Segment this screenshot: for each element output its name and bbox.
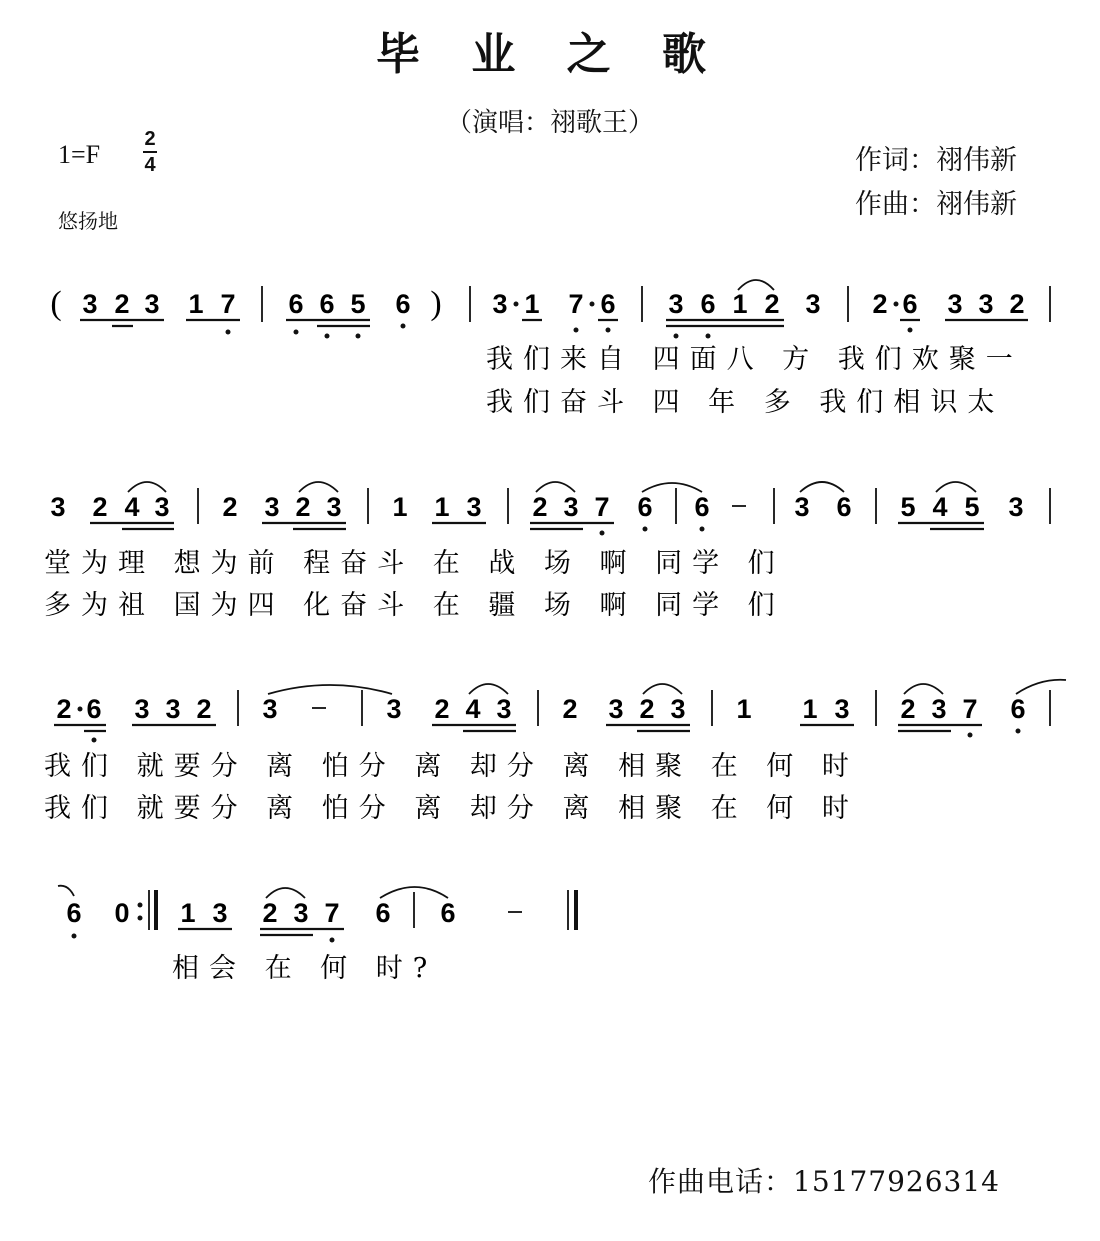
tempo-marking: 悠扬地 — [58, 209, 118, 233]
singer-credit: （演唱：祤歌王） — [445, 108, 654, 138]
note: 2 — [532, 492, 548, 522]
note: 6 — [375, 898, 391, 928]
low-octave-dot — [643, 527, 648, 532]
song-title: 毕 业 之 歌 — [376, 29, 724, 80]
lyrics-verse-2: 我们 就要分 离 怕分 离 却分 离 相聚 在 何 时 — [44, 793, 859, 824]
note: 3 — [144, 289, 160, 319]
slur — [643, 684, 682, 694]
note: 4 — [932, 492, 948, 522]
low-octave-dot — [294, 330, 299, 335]
slur — [128, 482, 166, 492]
low-octave-dot — [706, 334, 711, 339]
note: 3 — [1008, 492, 1024, 522]
note: 2 — [764, 289, 780, 319]
note: 1 — [732, 289, 748, 319]
low-octave-dot — [574, 328, 579, 333]
notation-line-4 — [58, 886, 576, 984]
low-octave-dot — [674, 334, 679, 339]
note: 2 — [639, 694, 655, 724]
repeat-dot — [138, 903, 143, 908]
note: 1 — [736, 694, 752, 724]
low-octave-dot — [606, 328, 611, 333]
note: 3 — [492, 289, 508, 319]
dot — [590, 302, 595, 307]
note: 3 — [466, 492, 482, 522]
note: 6 — [694, 492, 710, 522]
dot — [78, 707, 83, 712]
note: 1 — [392, 492, 408, 522]
note: 2 — [1009, 289, 1025, 319]
notation-line-1 — [50, 280, 1050, 418]
time-signature-bottom: 4 — [144, 154, 156, 176]
note: 5 — [350, 289, 366, 319]
lyricist-credit: 作词：祤伟新 — [855, 145, 1017, 176]
note: 2 — [434, 694, 450, 724]
low-octave-dot — [700, 527, 705, 532]
note: 6 — [395, 289, 411, 319]
note: 7 — [962, 694, 978, 724]
notation-line-2 — [44, 482, 1050, 621]
slur — [469, 684, 508, 694]
lyrics-verse-1: 我们 就要分 离 怕分 离 却分 离 相聚 在 何 时 — [44, 751, 859, 782]
note: 7 — [220, 289, 236, 319]
key-signature: 1=F — [58, 140, 101, 169]
lyrics-verse-1: 相会 在 何 时? — [172, 953, 438, 984]
slur — [904, 684, 943, 694]
low-octave-dot — [356, 334, 361, 339]
note: 6 — [1010, 694, 1026, 724]
note: 4 — [465, 694, 481, 724]
note: 3 — [134, 694, 150, 724]
low-octave-dot — [908, 328, 913, 333]
note: 1 — [188, 289, 204, 319]
note: 4 — [124, 492, 140, 522]
note: 1 — [524, 289, 540, 319]
note: 3 — [293, 898, 309, 928]
note: 6 — [700, 289, 716, 319]
note: 2 — [262, 898, 278, 928]
low-octave-dot — [72, 934, 77, 939]
note: 3 — [50, 492, 66, 522]
note: 3 — [386, 694, 402, 724]
note: 3 — [608, 694, 624, 724]
note: 1 — [802, 694, 818, 724]
note: 6 — [600, 289, 616, 319]
note: 6 — [637, 492, 653, 522]
note: 1 — [434, 492, 450, 522]
composer-phone: 作曲电话：15177926314 — [648, 1165, 1000, 1198]
lyrics-verse-2: 多为祖 国为四 化奋斗 在 疆 场 啊 同学 们 — [44, 590, 785, 621]
tie — [1016, 680, 1066, 694]
note: 3 — [947, 289, 963, 319]
tie — [58, 886, 74, 896]
lyrics-verse-1: 堂为理 想为前 程奋斗 在 战 场 啊 同学 们 — [44, 548, 785, 579]
low-octave-dot — [325, 334, 330, 339]
lyrics-verse-2: 我们奋斗 四 年 多 我们相识太 — [486, 387, 1005, 418]
note: 2 — [114, 289, 130, 319]
note: 3 — [794, 492, 810, 522]
repeat-dot — [138, 916, 143, 921]
note: 2 — [92, 492, 108, 522]
note: 6 — [288, 289, 304, 319]
lyrics-verse-1: 我们来自 四面八 方 我们欢聚一 — [486, 344, 1023, 375]
note: 6 — [86, 694, 102, 724]
time-signature-top: 2 — [144, 128, 156, 150]
note: 6 — [440, 898, 456, 928]
note: 7 — [594, 492, 610, 522]
note: 3 — [165, 694, 181, 724]
slur — [299, 482, 338, 492]
note: 3 — [326, 492, 342, 522]
note: 2 — [562, 694, 578, 724]
tie — [642, 483, 702, 492]
note: 3 — [834, 694, 850, 724]
composer-credit: 作曲：祤伟新 — [855, 189, 1017, 220]
note: 6 — [319, 289, 335, 319]
note: 2 — [222, 492, 238, 522]
note: 3 — [563, 492, 579, 522]
note: 6 — [66, 898, 82, 928]
note: 3 — [264, 492, 280, 522]
note: 2 — [900, 694, 916, 724]
close-paren: ) — [430, 285, 442, 322]
note: 5 — [964, 492, 980, 522]
note: 1 — [180, 898, 196, 928]
low-octave-dot — [92, 738, 97, 743]
low-octave-dot — [1016, 729, 1021, 734]
dot — [894, 302, 899, 307]
note: 6 — [836, 492, 852, 522]
note: 3 — [82, 289, 98, 319]
note: 7 — [568, 289, 584, 319]
note: 3 — [978, 289, 994, 319]
dot — [514, 302, 519, 307]
open-paren: ( — [50, 285, 62, 322]
note: 3 — [262, 694, 278, 724]
note: 2 — [196, 694, 212, 724]
slur — [936, 482, 976, 492]
low-octave-dot — [968, 733, 973, 738]
note: 3 — [931, 694, 947, 724]
note: 3 — [670, 694, 686, 724]
note: 2 — [56, 694, 72, 724]
tie — [268, 685, 392, 694]
note: 2 — [295, 492, 311, 522]
low-octave-dot — [600, 531, 605, 536]
low-octave-dot — [330, 938, 335, 943]
note: 3 — [154, 492, 170, 522]
note: 2 — [872, 289, 888, 319]
slur — [536, 482, 575, 492]
note: 5 — [900, 492, 916, 522]
note: 6 — [902, 289, 918, 319]
low-octave-dot — [401, 324, 406, 329]
note: 3 — [212, 898, 228, 928]
notation-line-3 — [44, 680, 1066, 824]
slur — [800, 482, 844, 492]
note: 3 — [668, 289, 684, 319]
note: 3 — [496, 694, 512, 724]
low-octave-dot — [226, 330, 231, 335]
note: 3 — [805, 289, 821, 319]
slur — [266, 888, 305, 898]
note: 0 — [114, 898, 130, 928]
note: 7 — [324, 898, 340, 928]
